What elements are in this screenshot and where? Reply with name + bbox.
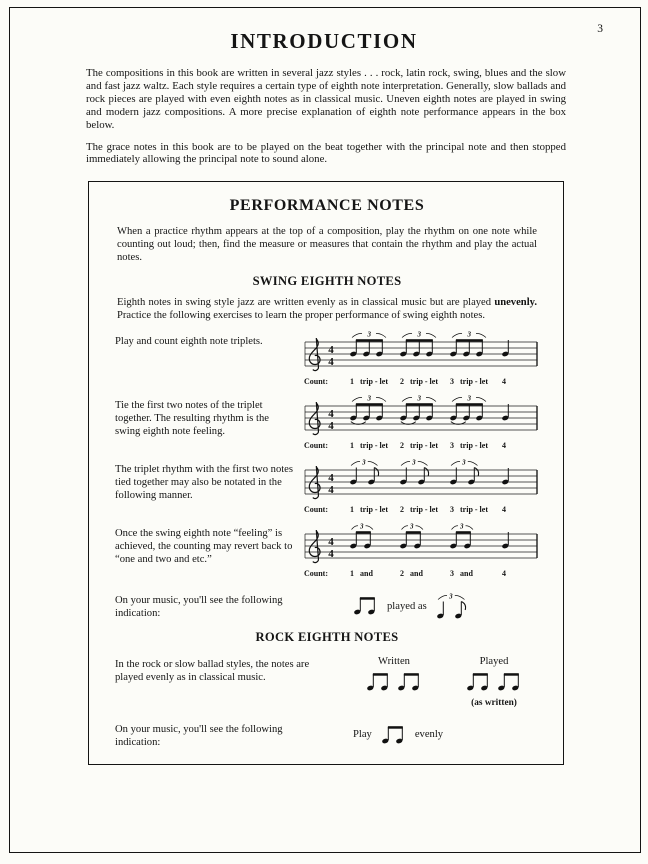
count-item: 3: [450, 441, 454, 451]
written-notes-icon: [365, 672, 423, 692]
count-item: 4: [502, 569, 506, 579]
count-row: [304, 505, 539, 515]
count-label: Count:: [304, 441, 329, 451]
indication-label: On your music, you'll see the following indication:: [115, 723, 283, 748]
svg-text:4: 4: [328, 548, 334, 561]
svg-text:4: 4: [328, 472, 334, 485]
svg-text:4: 4: [328, 420, 334, 433]
played-notes-icon: [465, 672, 523, 692]
written-caption: Written: [378, 655, 410, 667]
eighth-note-pair-icon: [353, 595, 378, 617]
rock-indication-row: [115, 718, 539, 750]
swing-section-title: SWING EIGHTH NOTES: [252, 273, 402, 288]
count-item: 2: [400, 441, 404, 451]
svg-text:4: 4: [328, 536, 334, 549]
count-label: Count:: [304, 569, 329, 579]
staff-notation-tied-triplets: [304, 394, 539, 440]
exercise-music: [304, 330, 539, 387]
count-item: 2: [400, 569, 404, 579]
count-label: Count:: [304, 505, 329, 515]
triplet-quarter-eighth-icon: [436, 593, 470, 620]
count-item: trip - let: [360, 505, 388, 515]
count-item: 1: [350, 441, 354, 451]
played-caption: Played: [479, 655, 509, 667]
exercise-label: Tie the first two notes of the triplet together. The resulting rhythm is the swing eighth note feeling.: [115, 400, 269, 437]
svg-text:4: 4: [328, 408, 334, 421]
as-written-caption: (as written): [471, 697, 517, 708]
count-item: and: [360, 569, 373, 579]
intro-paragraph-2: The grace notes in this book are to be played on the beat together with the principal note and then stopped immediately allowing the principal note to sound alone.: [86, 140, 566, 166]
exercise-label: Play and count eighth note triplets.: [115, 336, 263, 348]
count-item: and: [410, 569, 423, 579]
rock-section-title: ROCK EIGHTH NOTES: [255, 629, 399, 644]
exercise-row-2: [115, 394, 539, 451]
count-item: trip - let: [410, 377, 438, 387]
swing-intro-bold: unevenly.: [494, 296, 537, 308]
exercise-row-4: [115, 522, 539, 579]
swing-intro-post: Practice the following exercises to learn the proper performance of swing eighth notes.: [117, 309, 486, 321]
indication-music: [353, 589, 470, 621]
count-item: 2: [400, 505, 404, 515]
count-row: [304, 377, 539, 387]
svg-text:4: 4: [328, 344, 334, 357]
eighth-note-pair-icon: [381, 724, 406, 746]
exercise-music: [304, 458, 539, 515]
count-item: 4: [502, 505, 506, 515]
play-label: Play: [353, 729, 372, 741]
rock-label: In the rock or slow ballad styles, the notes are played evenly as in classical music.: [115, 658, 310, 683]
count-item: 4: [502, 441, 506, 451]
count-item: trip - let: [460, 377, 488, 387]
evenly-label: evenly: [414, 729, 444, 741]
exercise-row-1: [115, 330, 539, 387]
svg-text:4: 4: [328, 484, 334, 497]
rock-columns: [365, 653, 523, 708]
performance-notes-title: PERFORMANCE NOTES: [229, 197, 425, 215]
indication-label: On your music, you'll see the following indication:: [115, 595, 283, 620]
count-item: 4: [502, 377, 506, 387]
performance-notes-intro: When a practice rhythm appears at the top of a composition, play the rhythm on one note while counting out loud; then, find the measure or measures that contain the rhythm and play the actual notes.: [117, 226, 537, 263]
exercise-label: The triplet rhythm with the first two notes tied together may also be notated in the following manner.: [115, 464, 294, 501]
page-title: INTRODUCTION: [230, 29, 418, 53]
count-item: trip - let: [410, 441, 438, 451]
count-row: [304, 569, 539, 579]
count-item: and: [460, 569, 473, 579]
count-label: Count:: [304, 377, 329, 387]
page-number: 3: [597, 23, 603, 35]
exercise-label: Once the swing eighth note “feeling” is achieved, the counting may revert back to “one and two and etc.”: [115, 528, 293, 565]
count-item: 3: [450, 377, 454, 387]
count-item: trip - let: [360, 377, 388, 387]
count-item: 1: [350, 505, 354, 515]
count-item: trip - let: [410, 505, 438, 515]
staff-notation-swing-eighths: [304, 522, 539, 568]
count-item: 3: [450, 569, 454, 579]
svg-text:4: 4: [328, 356, 334, 369]
swing-indication-row: [115, 589, 539, 621]
played-as-label: played as: [387, 600, 427, 612]
intro-paragraph-1: The compositions in this book are written in several jazz styles . . . rock, latin rock, swing, blues and the slow and fast jazz waltz. Each style requires a certain type of eighth note interpretation. Generally, slow ballads and rock pieces are played with even eighth notes as in classical music. Uneven eighth notes are played in swing and modern jazz compositions. A more precise explanation of eighth note performance appears in the box below.: [86, 67, 566, 131]
count-row: [304, 441, 539, 451]
played-column: [465, 656, 523, 708]
written-column: [365, 656, 423, 708]
swing-intro-pre: Eighth notes in swing style jazz are written evenly as in classical music but are played: [117, 296, 495, 308]
staff-notation-quarter-eighth: [304, 458, 539, 504]
count-item: trip - let: [460, 441, 488, 451]
count-item: 2: [400, 377, 404, 387]
performance-notes-box: [88, 181, 564, 764]
count-item: 3: [450, 505, 454, 515]
swing-intro: [117, 297, 537, 323]
staff-notation-triplets: [304, 330, 539, 376]
count-item: 1: [350, 569, 354, 579]
count-item: trip - let: [360, 441, 388, 451]
exercise-row-3: [115, 458, 539, 515]
count-item: trip - let: [460, 505, 488, 515]
exercise-music: [304, 522, 539, 579]
count-item: 1: [350, 377, 354, 387]
rock-example-row: [115, 653, 539, 708]
indication-music: [353, 718, 443, 750]
exercise-music: [304, 394, 539, 451]
